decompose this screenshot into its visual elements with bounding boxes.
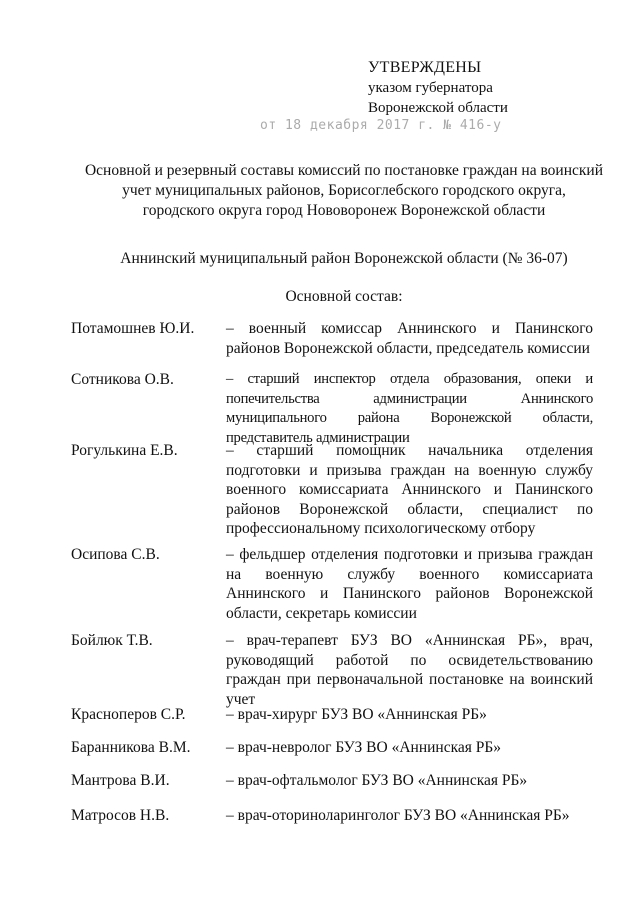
member-name: Осипова С.В.: [71, 546, 160, 563]
section-heading: Основной состав:: [285, 288, 403, 305]
member-role: – старший инспектор отдела образования, опеки и попечительства администрации Аннинского муниципального района Воронежской области, представитель администрации: [226, 371, 593, 446]
approval-title: УТВЕРЖДЕНЫ: [368, 59, 482, 76]
member-name: Бойлюк Т.В.: [71, 632, 153, 649]
approval-line-2: Воронежской области: [368, 100, 508, 116]
document-title-line-2: учет муниципальных районов, Борисоглебского городского округа,: [122, 182, 566, 199]
member-name: Красноперов С.Р.: [71, 706, 186, 723]
document-title: [70, 161, 618, 221]
district-heading: Аннинский муниципальный район Воронежской области (№ 36-07): [120, 250, 568, 267]
member-name: Потамошнев Ю.И.: [71, 320, 195, 337]
member-role: – врач-хирург БУЗ ВО «Аннинская РБ»: [226, 706, 487, 723]
member-name: Рогулькина Е.В.: [71, 442, 178, 459]
document-title-line-1: Основной и резервный составы комиссий по постановке граждан на воинский: [84, 162, 604, 179]
member-name: Сотникова О.В.: [71, 371, 174, 388]
member-name: Матросов Н.В.: [71, 807, 170, 824]
member-role: – старший помощник начальника отделения подготовки и призыва граждан на военную службу военного комиссариата Аннинского и Панинского районов Воронежской области, специалист по профессиональному психологическому отбору: [226, 442, 593, 537]
member-name: Баранникова В.М.: [71, 739, 191, 756]
approval-line-1: указом губернатора: [368, 80, 493, 96]
member-role: – врач-терапевт БУЗ ВО «Аннинская РБ», врач, руководящий работой по освидетельствованию граждан при первоначальной постановке на воинский учет: [226, 632, 593, 708]
member-role: – фельдшер отделения подготовки и призыва граждан на военную службу военного комиссариата Аннинского и Панинского районов Воронежской области, секретарь комиссии: [226, 546, 593, 622]
member-role: – военный комиссар Аннинского и Панинского районов Воронежской области, председатель комиссии: [226, 320, 593, 357]
document-title-line-3: городского округа город Нововоронеж Воронежской области: [142, 202, 546, 219]
member-role: – врач-оториноларинголог БУЗ ВО «Аннинская РБ»: [226, 807, 570, 824]
member-name: Мантрова В.И.: [71, 772, 170, 789]
approval-date-stamp: от 18 декабря 2017 г. № 416-у: [260, 118, 502, 133]
approval-block: [260, 58, 618, 133]
member-role: – врач-невролог БУЗ ВО «Аннинская РБ»: [226, 739, 502, 756]
member-role: – врач-офтальмолог БУЗ ВО «Аннинская РБ»: [226, 772, 528, 789]
